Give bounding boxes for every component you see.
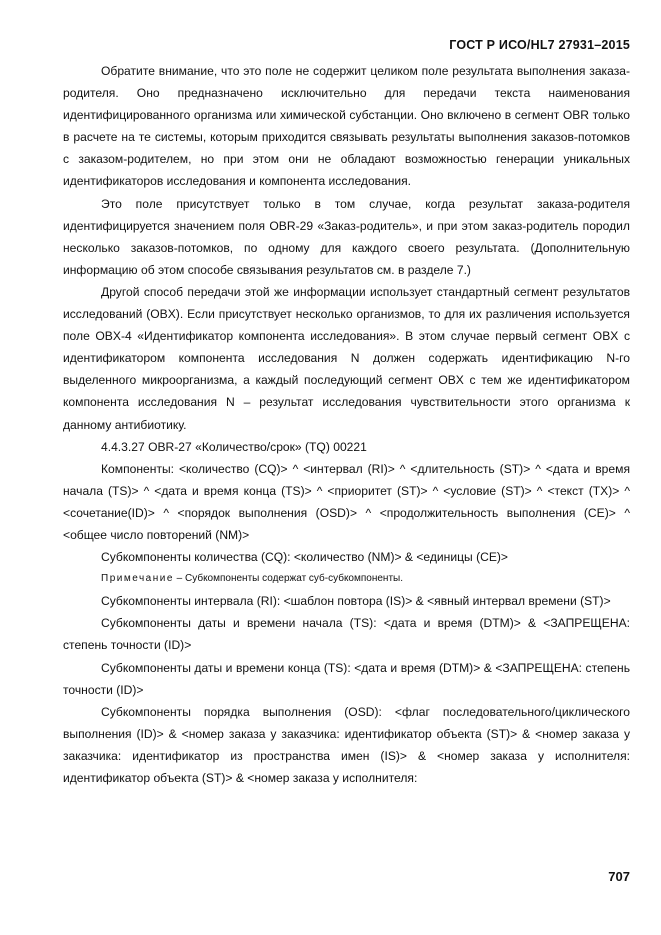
- paragraph-obx: Другой способ передачи этой же информации использует стандартный сегмент результатов исследований (OBX). Если присутствует несколько организмов, то для их различения используется поле OBX-4 «Идентификатор компонента исследования». В этом случае первый сегмент OBX с идентификатором компонента исследования N должен содержать идентификацию N-го выделенного микроорганизма, а каждый последующий сегмент OBX с тем же идентификатором компонента исследования N – результат исследования чувствительности этого организма к данному антибиотику.: [63, 284, 630, 432]
- paragraph-obr-note: Обратите внимание, что это поле не содержит целиком поле результата выполнения заказа-родителя. Оно предназначено исключительно для передачи текста наименования идентифицированного организма или химической субстанции. Оно включено в сегмент OBR только в расчете на те системы, которым приходится связывать результаты выполнения заказов-потомков с заказом-родителем, но при этом они не обладают возможностью генерации уникальных идентификаторов исследования и компонента исследования.: [63, 64, 630, 189]
- paragraph-osd: Субкомпоненты порядка выполнения (OSD): <флаг последовательного/циклического выполнения (ID)> & <номер заказа у заказчика: идентификатор объекта (ST)> & <номер заказа у заказчика: идентификатор из пространства имен (IS)> & <номер заказа у исполнителя: идентификатор объекта (ST)> & <номер заказа у исполнителя:: [63, 704, 630, 785]
- page-body: [63, 60, 630, 789]
- note-label: Примечание: [101, 573, 174, 585]
- note: [63, 568, 630, 590]
- page-number: 707: [608, 869, 630, 884]
- document-header: ГОСТ Р ИСО/HL7 27931–2015: [449, 38, 630, 52]
- paragraph-ts-end: Субкомпоненты даты и времени конца (TS): <дата и время (DTM)> & <ЗАПРЕЩЕНА: степень точности (ID)>: [63, 660, 630, 697]
- paragraph-components: Компоненты: <количество (CQ)> ^ <интервал (RI)> ^ <длительность (ST)> ^ <дата и время начала (TS)> ^ <дата и время конца (TS)> ^ <приоритет (ST)> ^ <условие (ST)> ^ <текст (TX)> ^ <сочетание(ID)> ^ <порядок выполнения (OSD)> ^ <продолжительность выполнения (CE)> ^ <общее число повторений (NM)>: [63, 461, 630, 542]
- note-text: – Субкомпоненты содержат суб-субкомпоненты.: [176, 573, 403, 585]
- paragraph-cq-subcomponents: Субкомпоненты количества (CQ): <количество (NM)> & <единицы (CE)>: [101, 550, 508, 565]
- paragraph-ri-subcomponents: Субкомпоненты интервала (RI): <шаблон повтора (IS)> & <явный интервал времени (ST)>: [101, 594, 611, 609]
- paragraph-obr29: Это поле присутствует только в том случае, когда результат заказа-родителя идентифицируется значением поля OBR-29 «Заказ-родитель», и при этом заказ-родитель породил несколько заказов-потомков, по одному для каждого своего результата. (Дополнительную информацию об этом способе связывания результатов см. в разделе 7.): [63, 196, 630, 277]
- section-heading: 4.4.3.27 OBR-27 «Количество/срок» (TQ) 00221: [101, 439, 367, 454]
- paragraph-ts-start: Субкомпоненты даты и времени начала (TS): <дата и время (DTM)> & <ЗАПРЕЩЕНА: степень точности (ID)>: [63, 616, 630, 653]
